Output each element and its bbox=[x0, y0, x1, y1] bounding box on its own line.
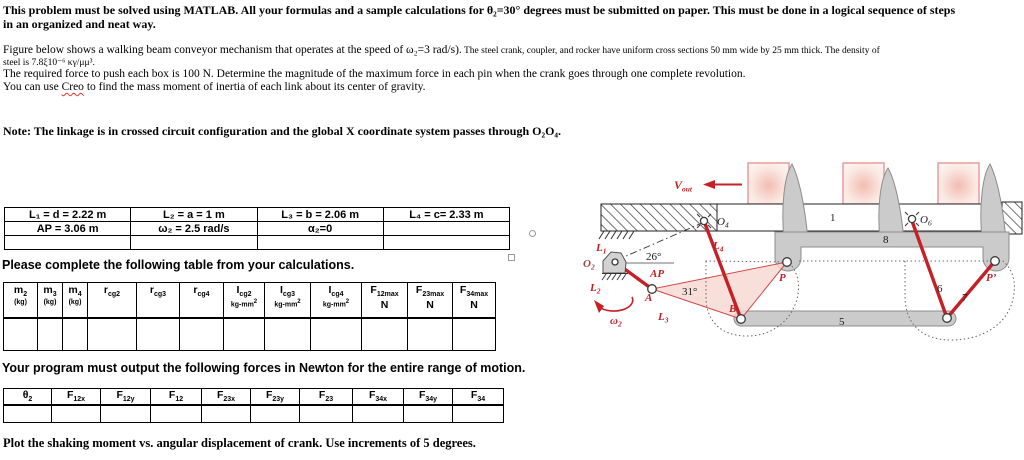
label-L2: $L_2$ bbox=[590, 282, 601, 296]
params-cell: α₂=0 bbox=[257, 222, 383, 236]
forces-table-prompt: Your program must output the following forces in Newton for the entire range of motion. bbox=[2, 361, 526, 375]
label-A: A bbox=[645, 292, 653, 304]
pivot-O6 bbox=[908, 215, 915, 222]
pivot-O4 bbox=[700, 217, 707, 224]
column-header: $\theta_2$ bbox=[4, 389, 52, 406]
figure-description-line2: steel is 7.8ξ10⁻⁶ κγ/μμ³. bbox=[3, 58, 95, 68]
ground-hatch-bar bbox=[601, 204, 717, 231]
header-unit: $kg-mm^2$ bbox=[230, 299, 258, 309]
params-row bbox=[5, 208, 510, 222]
label-angle-26: 26° bbox=[646, 251, 662, 263]
pivot-bar5-right bbox=[943, 314, 952, 323]
column-header bbox=[137, 283, 180, 319]
parameters-table bbox=[4, 207, 510, 250]
calc-empty-cell bbox=[224, 318, 265, 351]
column-header: $F_{23y}$ bbox=[251, 389, 300, 406]
params-cell: L₁ = d = 2.22 m bbox=[5, 208, 131, 222]
params-cell: L₂ = a = 1 m bbox=[131, 208, 257, 222]
box-3 bbox=[938, 163, 979, 204]
column-header bbox=[311, 283, 362, 319]
pivot-P-prime bbox=[991, 257, 1000, 266]
pivot-O2 bbox=[612, 259, 618, 265]
box-2 bbox=[843, 163, 884, 204]
header-symbol: $F_{23max}$ bbox=[415, 284, 445, 299]
column-header: $F_{12}$ bbox=[151, 389, 202, 406]
column-header bbox=[408, 283, 453, 319]
params-cell bbox=[383, 222, 509, 236]
params-cell bbox=[383, 236, 509, 250]
column-header bbox=[4, 283, 38, 319]
forces-empty-cell bbox=[52, 405, 101, 423]
header-symbol: $r_{cg2}$ bbox=[103, 284, 121, 299]
column-header bbox=[224, 283, 265, 319]
calc-empty-cell bbox=[4, 318, 38, 351]
forces-table bbox=[3, 388, 504, 423]
omega2-arc bbox=[599, 297, 633, 311]
crank-mount-ticks bbox=[602, 274, 626, 280]
label-omega2: $\omega_2$ bbox=[610, 315, 622, 329]
column-header bbox=[38, 283, 63, 319]
params-cell bbox=[257, 236, 383, 250]
header-symbol: $I_{cg2}$ bbox=[236, 284, 252, 299]
label-B: B bbox=[729, 303, 737, 315]
forces-empty-cell bbox=[151, 405, 202, 423]
box-1 bbox=[748, 163, 789, 204]
header-symbol: $I_{cg3}$ bbox=[280, 284, 295, 299]
label-AP: AP bbox=[650, 268, 665, 280]
params-row bbox=[5, 236, 510, 250]
calc-empty-cell bbox=[453, 318, 496, 351]
forces-empty-cell bbox=[453, 405, 504, 423]
header-symbol: $m_4$ bbox=[68, 284, 82, 299]
mechanism-diagram bbox=[556, 150, 1024, 350]
calc-empty-cell bbox=[265, 318, 311, 351]
figure-description-small: The steel crank, coupler, and rocker have uniform cross sections 50 mm wide by 25 mm thick. The density of bbox=[461, 46, 880, 56]
forces-empty-cell bbox=[4, 405, 52, 423]
params-cell: L₄ = c= 2.33 m bbox=[383, 208, 509, 222]
header-symbol: $r_{cg4}$ bbox=[193, 284, 210, 299]
label-P: P bbox=[779, 272, 786, 284]
ground-ticks-left bbox=[599, 231, 634, 239]
bottom-bar-link5 bbox=[734, 311, 956, 326]
header-unit: (kg) bbox=[14, 299, 27, 307]
column-header bbox=[265, 283, 311, 319]
label-link1: 1 bbox=[830, 212, 836, 224]
column-header: $F_{12y}$ bbox=[101, 389, 151, 406]
forces-empty-cell bbox=[353, 405, 404, 423]
coupler-triangle-link3 bbox=[652, 262, 787, 319]
note-line: Note: The linkage is in crossed circuit configuration and the global X coordinate system passes through O₂O₄. bbox=[3, 124, 561, 138]
figure-description-main: Figure below shows a walking beam conveyor mechanism that operates at the speed of ω₂=3 rad/s). bbox=[3, 44, 462, 56]
plot-instruction: Plot the shaking moment vs. angular displacement of crank. Use increments of 5 degrees. bbox=[3, 436, 476, 450]
header-unit-N: N bbox=[380, 299, 389, 312]
link-7 bbox=[947, 261, 995, 318]
label-L1: $L_1$ bbox=[596, 242, 607, 256]
calc-table-prompt: Please complete the following table from your calculations. bbox=[2, 258, 355, 272]
pivot-P bbox=[783, 258, 792, 267]
header-unit: (kg) bbox=[43, 299, 57, 307]
header-symbol: $F_{12max}$ bbox=[370, 284, 399, 299]
params-cell bbox=[5, 236, 131, 250]
label-L4: $L_4$ bbox=[713, 240, 724, 254]
forces-empty-cell bbox=[101, 405, 151, 423]
creo-hint-line bbox=[3, 81, 426, 93]
calc-empty-cell bbox=[311, 318, 362, 351]
header-unit: $kg-mm^2$ bbox=[322, 299, 350, 309]
column-header: $F_{34}$ bbox=[453, 389, 504, 406]
omega2-arrow-head bbox=[594, 300, 604, 313]
calculations-table bbox=[3, 282, 496, 351]
label-link6: 6 bbox=[937, 283, 943, 295]
params-cell: AP = 3.06 m bbox=[5, 222, 131, 236]
header-symbol: $m_2$ bbox=[13, 284, 28, 299]
calc-empty-cell bbox=[63, 318, 88, 351]
column-header: $F_{34y}$ bbox=[404, 389, 453, 406]
column-header bbox=[88, 283, 137, 319]
column-header bbox=[362, 283, 408, 319]
label-link5: 5 bbox=[839, 316, 845, 328]
figure-description-line1 bbox=[3, 44, 880, 56]
column-header bbox=[180, 283, 224, 319]
label-angle-31: 31° bbox=[682, 286, 698, 298]
column-header: $F_{34x}$ bbox=[353, 389, 404, 406]
column-header bbox=[63, 283, 88, 319]
label-O4: $O_4$ bbox=[717, 216, 729, 230]
params-cell: ω₂ = 2.5 rad/s bbox=[131, 222, 257, 236]
label-link7: 7 bbox=[962, 292, 968, 304]
label-O6: $O_6$ bbox=[920, 214, 932, 228]
header-symbol: $F_{34max}$ bbox=[459, 284, 489, 299]
column-header: $F_{23x}$ bbox=[202, 389, 251, 406]
column-header bbox=[453, 283, 496, 319]
problem-statement-line2: in an organized and neat way. bbox=[3, 17, 156, 31]
calc-empty-cell bbox=[362, 318, 408, 351]
creo-hint-after: to find the mass moment of inertia of each link about its center of gravity. bbox=[83, 81, 426, 93]
problem-statement-line1: This problem must be solved using MATLAB. All your formulas and a sample calculations for θ₂=30° degrees must be submitted on paper. This must be done in a logical sequence of steps bbox=[3, 3, 956, 17]
params-row bbox=[5, 222, 510, 236]
forces-empty-cell bbox=[404, 405, 453, 423]
header-unit: $kg-mm^2$ bbox=[274, 299, 301, 309]
creo-word: Creo bbox=[61, 81, 84, 93]
vout-arrow-head bbox=[703, 180, 715, 189]
calc-empty-cell bbox=[180, 318, 224, 351]
walking-beam-link8 bbox=[775, 232, 1009, 271]
pivot-B bbox=[737, 315, 746, 324]
textbox-handle-circle bbox=[529, 230, 536, 237]
header-unit-N: N bbox=[470, 299, 478, 312]
forces-empty-cell bbox=[300, 405, 353, 423]
label-O2: $O_2$ bbox=[583, 258, 595, 272]
header-symbol: $r_{cg3}$ bbox=[149, 284, 167, 299]
label-vout: $V_{out}$ bbox=[674, 178, 693, 194]
column-header: $F_{23}$ bbox=[300, 389, 353, 406]
header-symbol: $m_3$ bbox=[43, 284, 57, 299]
header-symbol: $I_{cg4}$ bbox=[328, 284, 344, 299]
forces-empty-cell bbox=[202, 405, 251, 423]
label-link8: 8 bbox=[883, 234, 889, 246]
header-unit-N: N bbox=[426, 299, 434, 312]
column-header: $F_{12x}$ bbox=[52, 389, 101, 406]
creo-hint-before: You can use bbox=[3, 81, 62, 93]
label-L3: $L_3$ bbox=[658, 311, 669, 325]
calc-empty-cell bbox=[408, 318, 453, 351]
label-P-prime: P’ bbox=[986, 272, 997, 284]
textbox-handle-square bbox=[508, 254, 515, 261]
params-cell: L₃ = b = 2.06 m bbox=[257, 208, 383, 222]
params-cell bbox=[131, 236, 257, 250]
calc-empty-cell bbox=[38, 318, 63, 351]
required-force-line: The required force to push each box is 100 N. Determine the magnitude of the maximum force in each pin when the crank goes through one complete revolution. bbox=[3, 68, 746, 80]
calc-empty-cell bbox=[137, 318, 180, 351]
header-unit: (kg) bbox=[68, 299, 82, 307]
calc-empty-cell bbox=[88, 318, 137, 351]
forces-empty-cell bbox=[251, 405, 300, 423]
